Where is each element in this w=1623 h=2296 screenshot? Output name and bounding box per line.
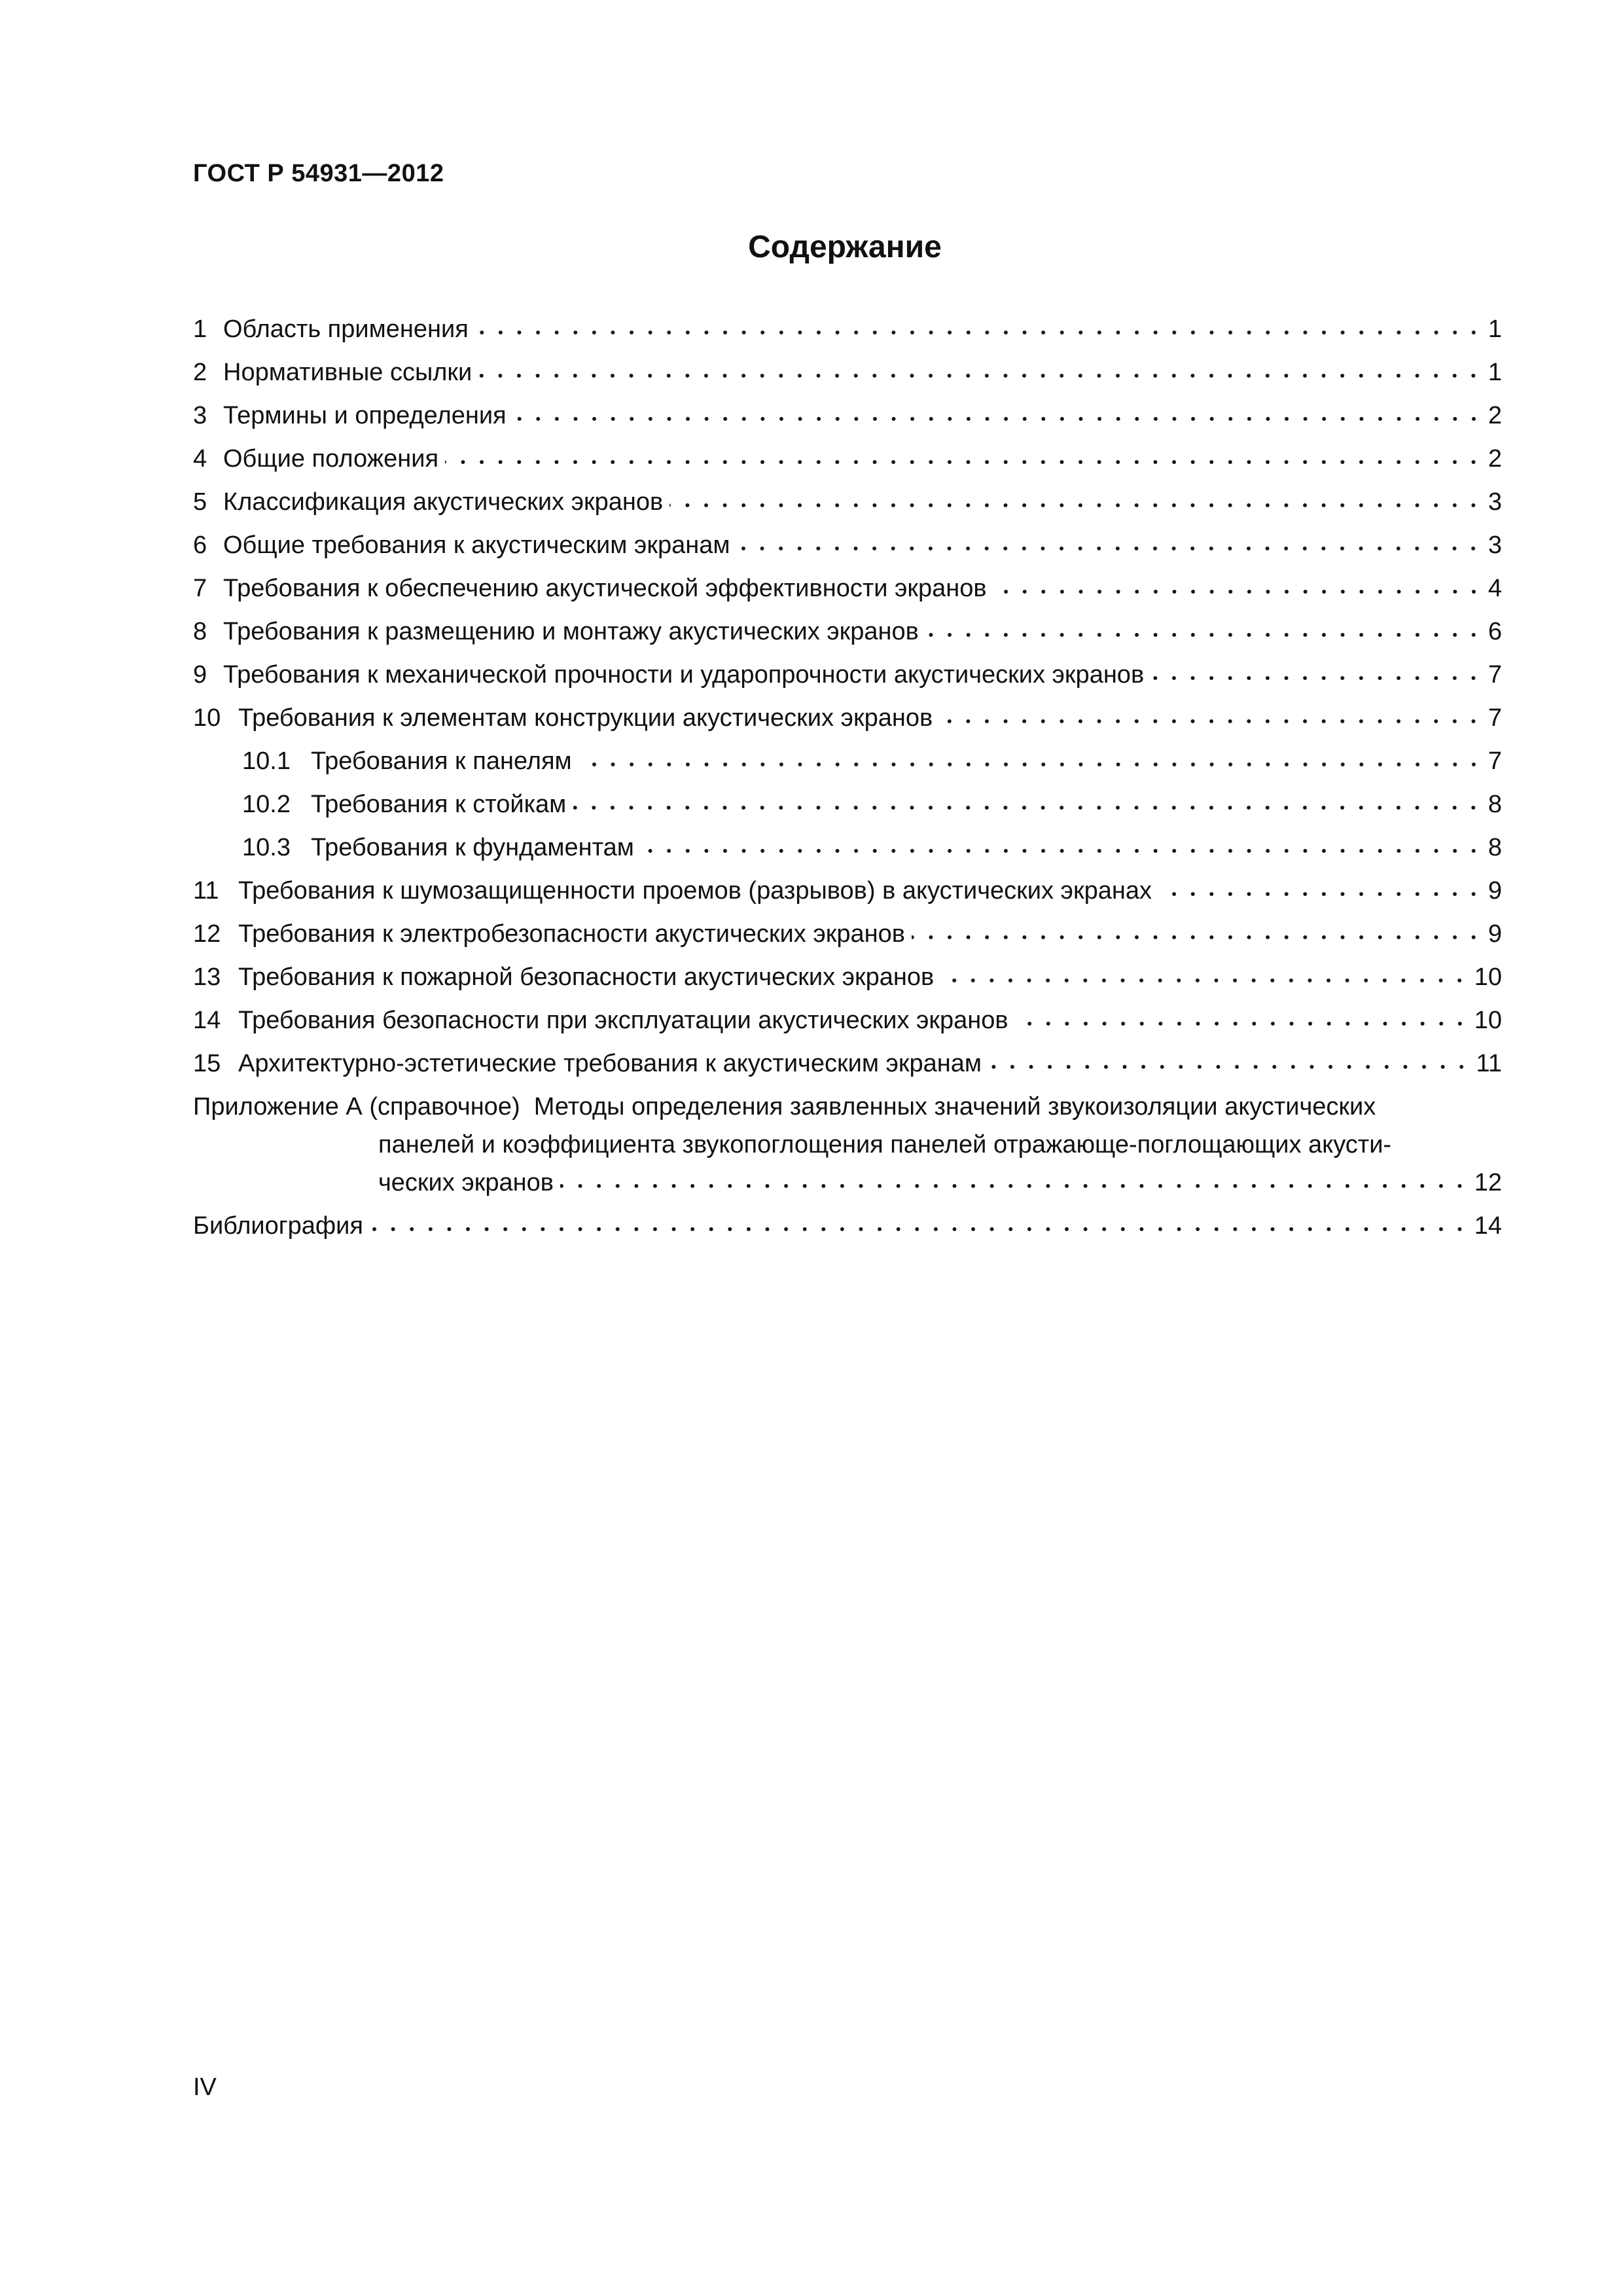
toc-entry-1[interactable] [193,308,1502,351]
toc-entry-appendix-a[interactable] [193,1085,1502,1204]
toc-entry-page: 3 [1488,531,1502,559]
toc-entry-3[interactable] [193,394,1502,437]
toc-entry-label: Требования к пожарной безопасности акустических экранов [238,963,935,991]
toc-entry-page: 7 [1488,747,1502,775]
dot-leader [475,329,1483,336]
toc-entry-label: Требования к панелям [311,747,572,775]
toc-entry-label: Требования к шумозащищенности проемов (разрывов) в акустических экранах [238,877,1152,905]
toc-entry-label: Термины и определения [223,402,507,429]
toc-entry-label: Нормативные ссылки [223,359,473,386]
dot-leader [370,1226,1469,1232]
page-title: Содержание [748,230,942,264]
appendix-first-line [193,1085,1502,1123]
toc-entry-10-2[interactable] [193,783,1502,826]
dot-leader [560,1183,1469,1189]
toc-entry-2[interactable] [193,351,1502,394]
toc-entry-label: Требования к обеспечению акустической эффективности экранов [223,575,987,602]
toc-entry-14[interactable] [193,999,1502,1042]
appendix-title-line-2: панелей и коэффициента звукопоглощения панелей отражающе-поглощающих акусти- [378,1131,1392,1158]
toc-entry-label: Библиография [193,1212,363,1240]
dot-leader [669,502,1483,509]
toc-entry-label: Классификация акустических экранов [223,488,664,516]
toc-entry-number: 4 [193,445,207,473]
dot-leader [1158,891,1483,897]
toc-entry-page: 2 [1488,402,1502,429]
toc-entry-6[interactable] [193,524,1502,567]
toc-entry-number: 5 [193,488,207,516]
toc-entry-label: Требования к размещению и монтажу акустических экранов [223,618,919,645]
toc-entry-label: Требования к электробезопасности акустических экранов [238,920,905,948]
toc-entry-9[interactable] [193,653,1502,696]
toc-entry-number: 7 [193,575,207,602]
toc-entry-label: Требования безопасности при эксплуатации акустических экранов [238,1007,1008,1034]
toc-entry-number: 9 [193,661,207,689]
toc-entry-page: 9 [1488,920,1502,948]
toc-entry-label: Требования к стойкам [311,791,567,818]
dot-leader [478,372,1483,379]
toc-entry-page: 8 [1488,834,1502,861]
toc-entry-page: 1 [1488,359,1502,386]
toc-entry-page: 3 [1488,488,1502,516]
dot-leader [912,934,1483,941]
page-number: IV [193,2073,217,2101]
toc-entry-8[interactable] [193,610,1502,653]
toc-entry-4[interactable] [193,437,1502,480]
dot-leader [988,1064,1471,1070]
dot-leader [736,545,1482,552]
dot-leader [940,977,1469,984]
toc-entry-number: 8 [193,618,207,645]
appendix-title-line-1: Методы определения заявленных значений звукоизоляции акустических [533,1093,1376,1121]
toc-entry-label: Требования к элементам конструкции акустических экранов [238,704,933,732]
toc-entry-label: Требования к фундаментам [311,834,634,861]
toc-entry-page: 7 [1488,661,1502,689]
toc-entry-number: 6 [193,531,207,559]
toc-entry-label: Общие положения [223,445,439,473]
dot-leader [1150,675,1483,681]
toc-entry-number: 13 [193,963,221,991]
toc-entry-11[interactable] [193,869,1502,912]
toc-entry-15[interactable] [193,1042,1502,1085]
toc-entry-5[interactable] [193,480,1502,524]
appendix-prefix: Приложение А (справочное) [193,1093,520,1121]
toc-entry-label: Область применения [223,315,469,343]
toc-entry-label: Архитектурно-эстетические требования к акустическим экранам [238,1050,982,1077]
toc-entry-number: 10 [193,704,221,732]
toc-entry-page: 11 [1476,1050,1502,1077]
dot-leader [573,804,1483,811]
toc-entry-7[interactable] [193,567,1502,610]
document-code: ГОСТ Р 54931—2012 [193,160,444,187]
dot-leader [513,416,1483,422]
dot-leader [925,632,1483,638]
toc-entry-number: 10.2 [242,791,291,818]
toc-entry-number: 3 [193,402,207,429]
toc-entry-10-1[interactable] [193,740,1502,783]
toc-entry-page: 4 [1488,575,1502,602]
toc-entry-number: 15 [193,1050,221,1077]
toc-entry-page: 8 [1488,791,1502,818]
toc-entry-page: 10 [1474,963,1502,991]
toc-entry-page: 1 [1488,315,1502,343]
toc-entry-13[interactable] [193,956,1502,999]
table-of-contents [193,308,1502,1247]
toc-entry-page: 12 [1474,1169,1502,1196]
toc-entry-10[interactable] [193,696,1502,740]
dot-leader [993,588,1483,595]
toc-entry-number: 10.1 [242,747,291,775]
toc-entry-bibliography[interactable] [193,1204,1502,1247]
toc-entry-page: 9 [1488,877,1502,905]
toc-entry-page: 10 [1474,1007,1502,1034]
toc-entry-number: 2 [193,359,207,386]
dot-leader [1015,1020,1469,1027]
dot-leader [445,459,1483,465]
toc-entry-label: Требования к механической прочности и ударопрочности акустических экранов [223,661,1145,689]
toc-entry-number: 11 [193,877,219,905]
toc-entry-label: Общие требования к акустическим экранам [223,531,730,559]
toc-entry-page: 7 [1488,704,1502,732]
toc-entry-number: 10.3 [242,834,291,861]
toc-entry-number: 14 [193,1007,221,1034]
appendix-title-line-3: ческих экранов [378,1169,554,1196]
toc-entry-10-3[interactable] [193,826,1502,869]
toc-entry-page: 14 [1474,1212,1502,1240]
toc-entry-number: 1 [193,315,207,343]
dot-leader [641,848,1483,854]
toc-entry-12[interactable] [193,912,1502,956]
dot-leader [939,718,1483,725]
toc-entry-page: 2 [1488,445,1502,473]
dot-leader [579,761,1483,768]
toc-entry-number: 12 [193,920,221,948]
toc-entry-page: 6 [1488,618,1502,645]
appendix-last-line [193,1161,1502,1204]
